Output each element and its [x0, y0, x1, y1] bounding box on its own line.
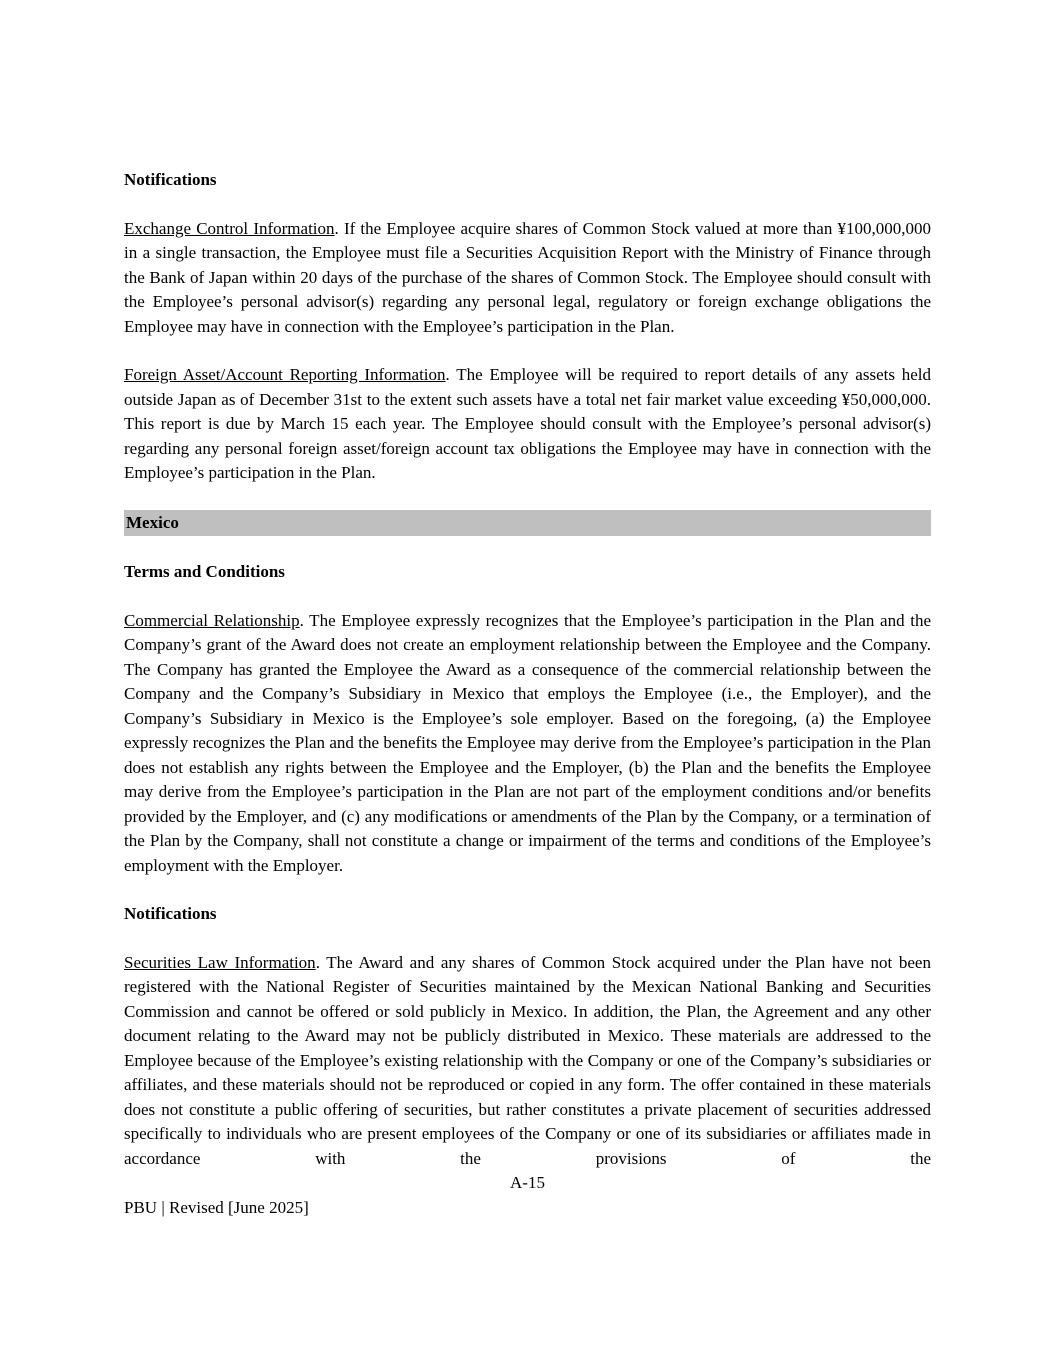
- heading-notifications-mexico: Notifications: [124, 904, 217, 923]
- paragraph-commercial-relationship: [124, 609, 931, 879]
- paragraph-securities-law: [124, 951, 931, 1172]
- paragraph-lead-securities-law: Securities Law Information: [124, 952, 316, 972]
- paragraph-lead-exchange-control: Exchange Control Information: [124, 218, 335, 238]
- heading-terms-and-conditions: Terms and Conditions: [124, 562, 285, 581]
- country-name-mexico: Mexico: [126, 512, 179, 532]
- document-footer-revision: PBU | Revised [June 2025]: [124, 1197, 309, 1217]
- paragraph-exchange-control: [124, 217, 931, 340]
- country-section-header-mexico: [124, 510, 931, 537]
- paragraph-body-foreign-asset: . The Employee will be required to report details of any assets held outside Japan as of December 31st to the extent such assets have a total net fair market value exceeding ¥50,000,000. This report is due by March 15 each year. The Employee should consult with the Employee’s personal advisor(s) regarding any personal foreign asset/foreign account tax obligations the Employee may have in connection with the Employee’s participation in the Plan.: [124, 365, 931, 482]
- page-number: A-15: [510, 1173, 545, 1192]
- heading-notifications-japan: Notifications: [124, 170, 217, 189]
- paragraph-body-commercial-relationship: . The Employee expressly recognizes that the Employee’s participation in the Plan and the Company’s grant of the Award does not create an employment relationship between the Employee and the Company. The Company has granted the Employee the Award as a consequence of the commercial relationship between the Company and the Company’s Subsidiary in Mexico that employs the Employee (i.e., the Employer), and the Company’s Subsidiary in Mexico is the Employee’s sole employer. Based on the foregoing, (a) the Employee expressly recognizes the Plan and the benefits the Employee may derive from the Employee’s participation in the Plan does not establish any rights between the Employee and the Employer, (b) the Plan and the benefits the Employee may derive from the Employee’s participation in the Plan are not part of the employment conditions and/or benefits provided by the Employer, and (c) any modifications or amendments of the Plan by the Company, or a termination of the Plan by the Company, shall not constitute a change or impairment of the terms and conditions of the Employee’s employment with the Employer.: [124, 610, 931, 875]
- paragraph-body-securities-law: . The Award and any shares of Common Stock acquired under the Plan have not been registered with the National Register of Securities maintained by the Mexican National Banking and Securities Commission and cannot be offered or sold publicly in Mexico. In addition, the Plan, the Agreement and any other document relating to the Award may not be publicly distributed in Mexico. These materials are addressed to the Employee because of the Employee’s existing relationship with the Company or one of the Company’s subsidiaries or affiliates, and these materials should not be reproduced or copied in any form. The offer contained in these materials does not constitute a public offering of securities, but rather constitutes a private placement of securities addressed specifically to individuals who are present employees of the Company or one of its subsidiaries or affiliates made in accordance with the provisions of the: [124, 952, 931, 1168]
- paragraph-lead-foreign-asset: Foreign Asset/Account Reporting Information: [124, 365, 446, 384]
- paragraph-foreign-asset: [124, 363, 931, 486]
- paragraph-lead-commercial-relationship: Commercial Relationship: [124, 610, 300, 630]
- paragraph-body-exchange-control: . If the Employee acquire shares of Common Stock valued at more than ¥100,000,000 in a single transaction, the Employee must file a Securities Acquisition Report with the Ministry of Finance through the Bank of Japan within 20 days of the purchase of the shares of Common Stock. The Employee should consult with the Employee’s personal advisor(s) regarding any personal legal, regulatory or foreign exchange obligations the Employee may have in connection with the Employee’s participation in the Plan.: [124, 218, 931, 336]
